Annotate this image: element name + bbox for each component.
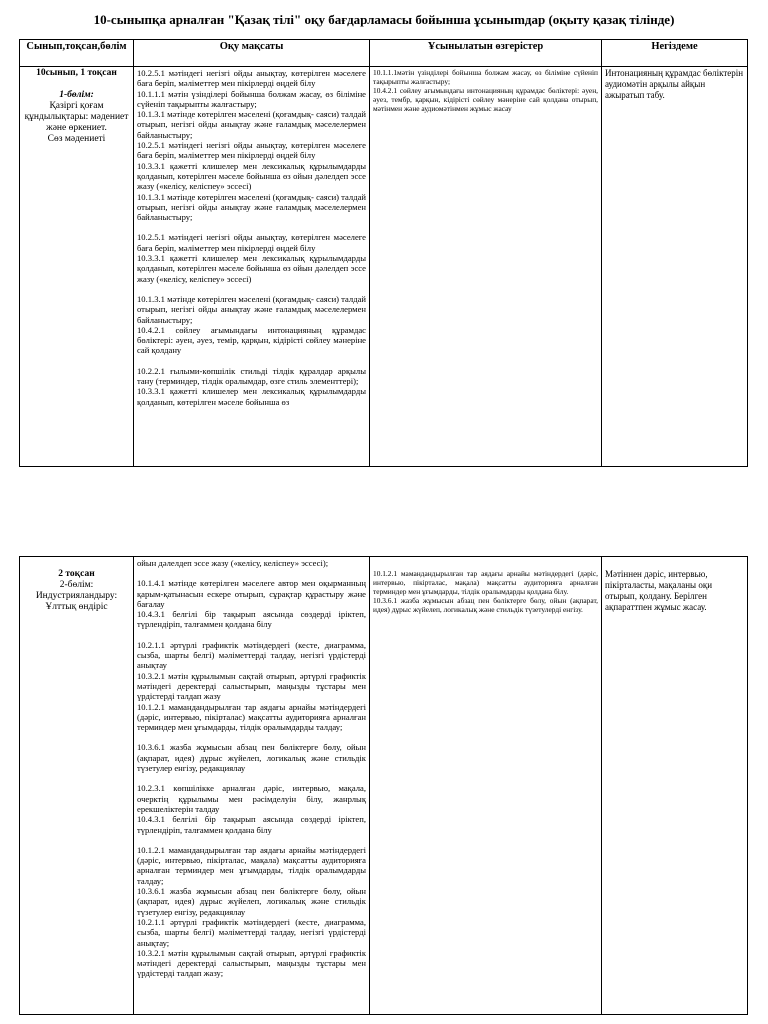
objective-paragraph: [137, 284, 366, 294]
justification-cell: Мәтіннен дәріс, интервью, пікірталасты, мақаланы оқи отырып, қолдану. Берілген ақпараттпен жұмыс жасау.: [602, 557, 748, 1015]
objective-paragraph: [137, 568, 366, 578]
objective-paragraph: [137, 773, 366, 783]
objective-paragraph: 10.1.3.1 мәтінде көтерілген мәселені (қоғамдық- саяси) талдай отырып, негізгі ойды анықтау және ғаламдық мәселелермен байланыстыру;: [137, 191, 366, 223]
table-row: [20, 557, 748, 1015]
objective-paragraph: 10.1.3.1 мәтінде көтерілген мәселені (қоғамдық- саяси) талдай отырып, негізгі ойды анықтау және ғаламдық мәселелермен байланыстыру;: [137, 109, 366, 140]
section-title: Қазіргі қоғам құндылықтары: мәдениет және өркениет.: [24, 101, 129, 133]
objective-paragraph: 10.3.2.1 мәтін құрылымын сақтай отырып, әртүрлі графиктік мәтіндегі деректерді салыстырып, маңызды тұстары мен үрдістерді талдап жазу;: [137, 947, 366, 979]
objective-paragraph: 10.1.1.1мәтін үзінділері бойынша болжам жасау, өз біліміне сүйеніп тақырыпты жалғастыру;: [373, 68, 598, 86]
class-quarter-cell: [20, 67, 134, 467]
section-subtitle: Сөз мәдениеті: [47, 134, 106, 144]
objective-paragraph: ойын дәлелдеп эссе жазу («келісу, келіспеу» эссесі);: [137, 558, 329, 568]
objective-paragraph: 10.3.3.1 қажетті клишелер мен лексикалық құрылымдарды қолданып, көтерілген мәселе бойынша өз: [137, 386, 366, 407]
objective-paragraph: 10.2.3.1 көпшілікке арналған дәріс, интервью, мақала, очерктің құрылымы мен рәсімделуін білу, жанрлық ерекшеліктерін талдау: [137, 783, 366, 814]
objective-paragraph: [137, 222, 366, 232]
objective-paragraph: 10.3.6.1 жазба жұмысын абзац пен бөліктерге бөлу, ойын (ақпарат, идея) дұрыс жүйелеп, логикалық және стильдік түзетулер енгізу, редакциялау: [137, 886, 366, 917]
learning-objectives-cell: [134, 67, 370, 467]
objective-paragraph: 10.3.3.1 қажетті клишелер мен лексикалық құрылымдарды қолданып, көтерілген мәселе бойынша өз ойын дәлелдеп эссе жазу («келісу, келіспеу» эссесі): [137, 160, 366, 192]
objective-paragraph: 10.1.2.1 мамандандырылған тар аядағы арнайы мәтіндердегі (дәріс, интервью, пікірталас, мақала) мақсатты аудиторияға арналған терминдер мен ұғымдарды, тілдік оралымдарды қолдана білу.: [373, 569, 598, 596]
header-class-quarter-section: Сынып,тоқсан,бөлім: [20, 40, 134, 67]
proposed-changes-cell: [370, 67, 602, 467]
plan-table-part-2: [19, 556, 748, 1015]
header-justification: Негіздеме: [602, 40, 748, 67]
section-title: Индустрияландыру:: [35, 591, 118, 601]
justification-cell: Интонацияның құрамдас бөліктерін аудиомәтін арқылы айқын ажыратып табу.: [602, 67, 748, 467]
objective-paragraph: 10.3.6.1 жазба жұмысын абзац пен бөліктерге бөлу, ойын (ақпарат, идея) дұрыс жүйелеп, логикалық және стильдік түзетулерді енгізу.: [373, 596, 598, 614]
table-header-row: [20, 40, 748, 67]
objective-paragraph: 10.3.3.1 қажетті клишелер мен лексикалық құрылымдарды қолданып, көтерілген мәселе бойынша өз ойын дәлелдеп эссе жазу («келісу, келіспеу» эссесі): [137, 253, 366, 284]
objective-paragraph: [137, 732, 366, 742]
objective-paragraph: [137, 356, 366, 366]
objective-paragraph: 10.4.3.1 белгілі бір тақырып аясында сөздерді іріктеп, түрлендіріп, талғаммен қолдана білу: [137, 609, 366, 630]
section-subtitle: Ұлттық өндіріс: [45, 602, 108, 612]
objective-paragraph: 10.3.2.1 мәтін құрылымын сақтай отырып, әртүрлі графиктік мәтіндегі деректерді салыстырып, маңызды тұстары мен үрдістерді талдап жазу: [137, 670, 366, 702]
objective-paragraph: 10.4.3.1 белгілі бір тақырып аясында сөздерді іріктеп, түрлендіріп, талғаммен қолдана білу: [137, 814, 366, 835]
plan-table-part-1: [19, 39, 748, 467]
objective-paragraph: 10.3.6.1 жазба жұмысын абзац пен бөліктерге бөлу, ойын (ақпарат, идея) дұрыс жүйелеп, логикалық және стильдік түзетулер енгізу, редакциялау: [137, 742, 366, 774]
class-quarter-label: 2 тоқсан: [58, 569, 95, 579]
learning-objectives-cell: [134, 557, 370, 1015]
proposed-changes-cell: [370, 557, 602, 1015]
objective-paragraph: 10.1.2.1 мамандандырылған тар аядағы арнайы мәтіндердегі (дәріс, интервью, пікірталас, мақала) мақсатты аудиторияға арналған терминдер мен ұғымдарды, тілдік оралымдарды талдау;: [137, 844, 366, 886]
objective-paragraph: 10.4.2.1 сөйлеу ағымындағы интонацияның құрамдас бөліктері: әуен, әуез, тембр, қарқын, кідірісті сөйлеу мәнеріне сай қолдана отырып, мәтінмен және аудиомәтінмен жұмыс жасау: [373, 86, 598, 113]
objective-paragraph: 10.2.5.1 мәтіндегі негізгі ойды анықтау, көтерілген мәселеге баға беріп, мәліметтер мен пікірлерді өңдей білу: [137, 140, 366, 161]
objective-paragraph: 10.1.1.1 мәтін үзінділері бойынша болжам жасау, өз біліміне сүйеніп тақырыпты жалғастыру;: [137, 88, 366, 109]
class-quarter-label: 10сынып, 1 тоқсан: [36, 68, 117, 78]
page-title: 10-сыныпқа арналған "Қазақ тілі" оқу бағдарламасы бойынша ұсыныmдар (оқыту қазақ тілінде): [93, 12, 675, 27]
section-label: 2-бөлім:: [59, 580, 94, 590]
objective-paragraph: 10.1.3.1 мәтінде көтерілген мәселені (қоғамдық- саяси) талдай отырып, негізгі ойды анықтау және ғаламдық мәселелермен байланыстыру;: [137, 293, 366, 325]
objective-paragraph: [137, 630, 366, 640]
header-proposed-changes: Ұсынылатын өзгерістер: [370, 40, 602, 67]
objective-paragraph: 10.2.2.1 ғылыми-көпшілік стильді тілдік құралдар арқылы тану (терминдер, тілдік оралымдар, өзге стиль элементтері);: [137, 365, 366, 387]
objective-paragraph: 10.2.1.1 әртүрлі графиктік мәтіндердегі (кесте, диаграмма, сызба, шарты белгі) мәліметтерді талдау, негізгі үрдістерді анықтау: [137, 639, 366, 671]
objective-paragraph: 10.2.5.1 мәтіндегі негізгі ойды анықтау, көтерілген мәселеге баға беріп, мәліметтер мен пікірлерді өңдей білу: [137, 232, 366, 253]
table-row: [20, 67, 748, 467]
objective-paragraph: 10.1.2.1 мамандандырылған тар аядағы арнайы мәтіндердегі (дәріс, интервью, пікірталас) мақсатты аудиторияға арналған терминдер мен ұғымдарды, тілдік оралымдарды талдау;: [137, 701, 366, 733]
objective-paragraph: 10.2.1.1 әртүрлі графиктік мәтіндердегі (кесте, диаграмма, сызба, шарты белгі) мәліметтерді талдау, негізгі үрдістерді анықтау;: [137, 916, 366, 948]
section-label: 1-бөлім:: [59, 90, 94, 100]
class-quarter-cell: [20, 557, 134, 1015]
objective-paragraph: 10.4.2.1 сөйлеу ағымындағы интонацияның құрамдас бөліктері: әуен, әуез, темір, қарқын, кідірісті сөйлеу мәнеріне сай қолдану: [137, 324, 366, 356]
header-learning-objective: Оқу мақсаты: [134, 40, 370, 67]
objective-paragraph: 10.1.4.1 мәтінде көтерілген мәселеге автор мен оқырманның қарым-қатынасын ескере отырып, сұрақтар құрастыру және бағалау: [137, 578, 366, 609]
objective-paragraph: 10.2.5.1 мәтіндегі негізгі ойды анықтау, көтерілген мәселеге баға беріп, мәліметтер мен пікірлерді өңдей білу: [137, 68, 366, 89]
objective-paragraph: [137, 835, 366, 845]
